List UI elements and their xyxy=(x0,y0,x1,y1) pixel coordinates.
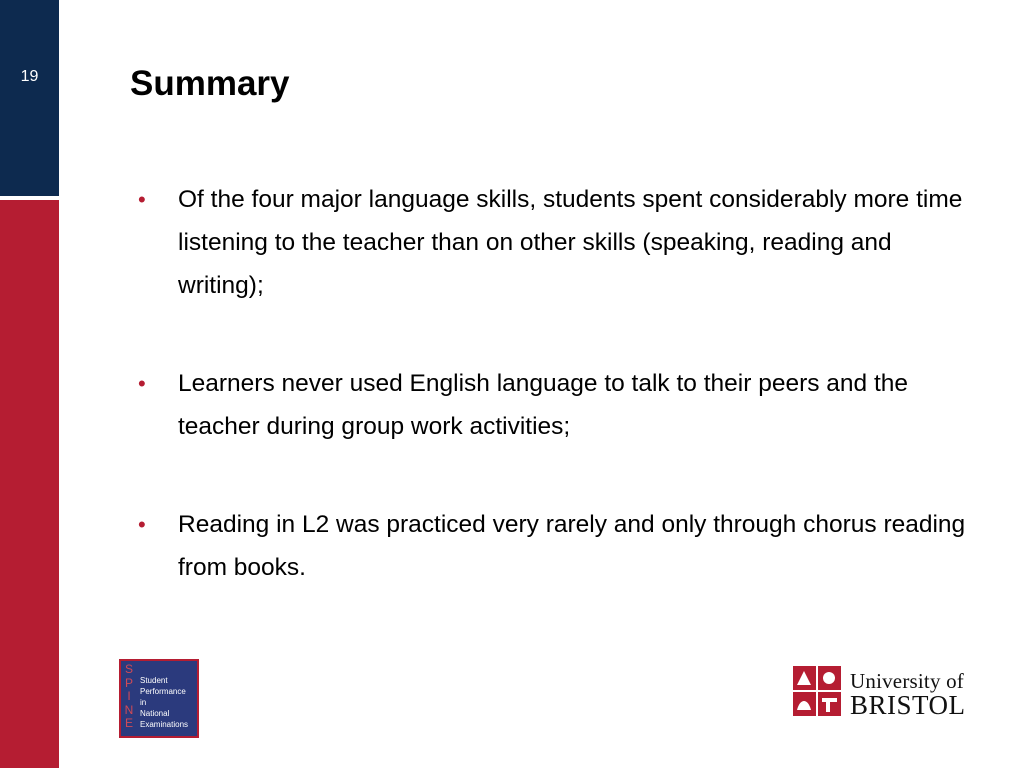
bullet-item xyxy=(138,362,968,448)
spine-logo xyxy=(119,659,199,738)
spine-acronym: S P I N E xyxy=(124,662,134,731)
sidebar-band-top xyxy=(0,0,59,196)
bullet-text: Learners never used English language to talk to their peers and the teacher during group work activities; xyxy=(178,370,909,440)
bullet-icon: • xyxy=(138,371,146,396)
bristol-line-1: University of xyxy=(850,669,964,693)
sidebar-band-bottom xyxy=(0,200,59,768)
bullet-icon: • xyxy=(138,187,146,212)
spine-full-name: Student Performance in National Examinations xyxy=(140,676,189,729)
slide-number: 19 xyxy=(20,68,39,85)
bullet-icon: • xyxy=(138,512,146,537)
bullet-item xyxy=(138,503,968,589)
bullet-list xyxy=(138,178,968,644)
bristol-crest-icon xyxy=(792,665,842,717)
slide-title: Summary xyxy=(130,64,290,103)
university-of-bristol-logo xyxy=(792,663,974,719)
bullet-item xyxy=(138,178,968,307)
bullet-text: Reading in L2 was practiced very rarely and only through chorus reading from books. xyxy=(178,511,966,581)
bristol-line-2: BRISTOL xyxy=(850,690,966,720)
bullet-text: Of the four major language skills, students spent considerably more time listening to the teacher than on other skills (speaking, reading and writing); xyxy=(178,186,963,299)
